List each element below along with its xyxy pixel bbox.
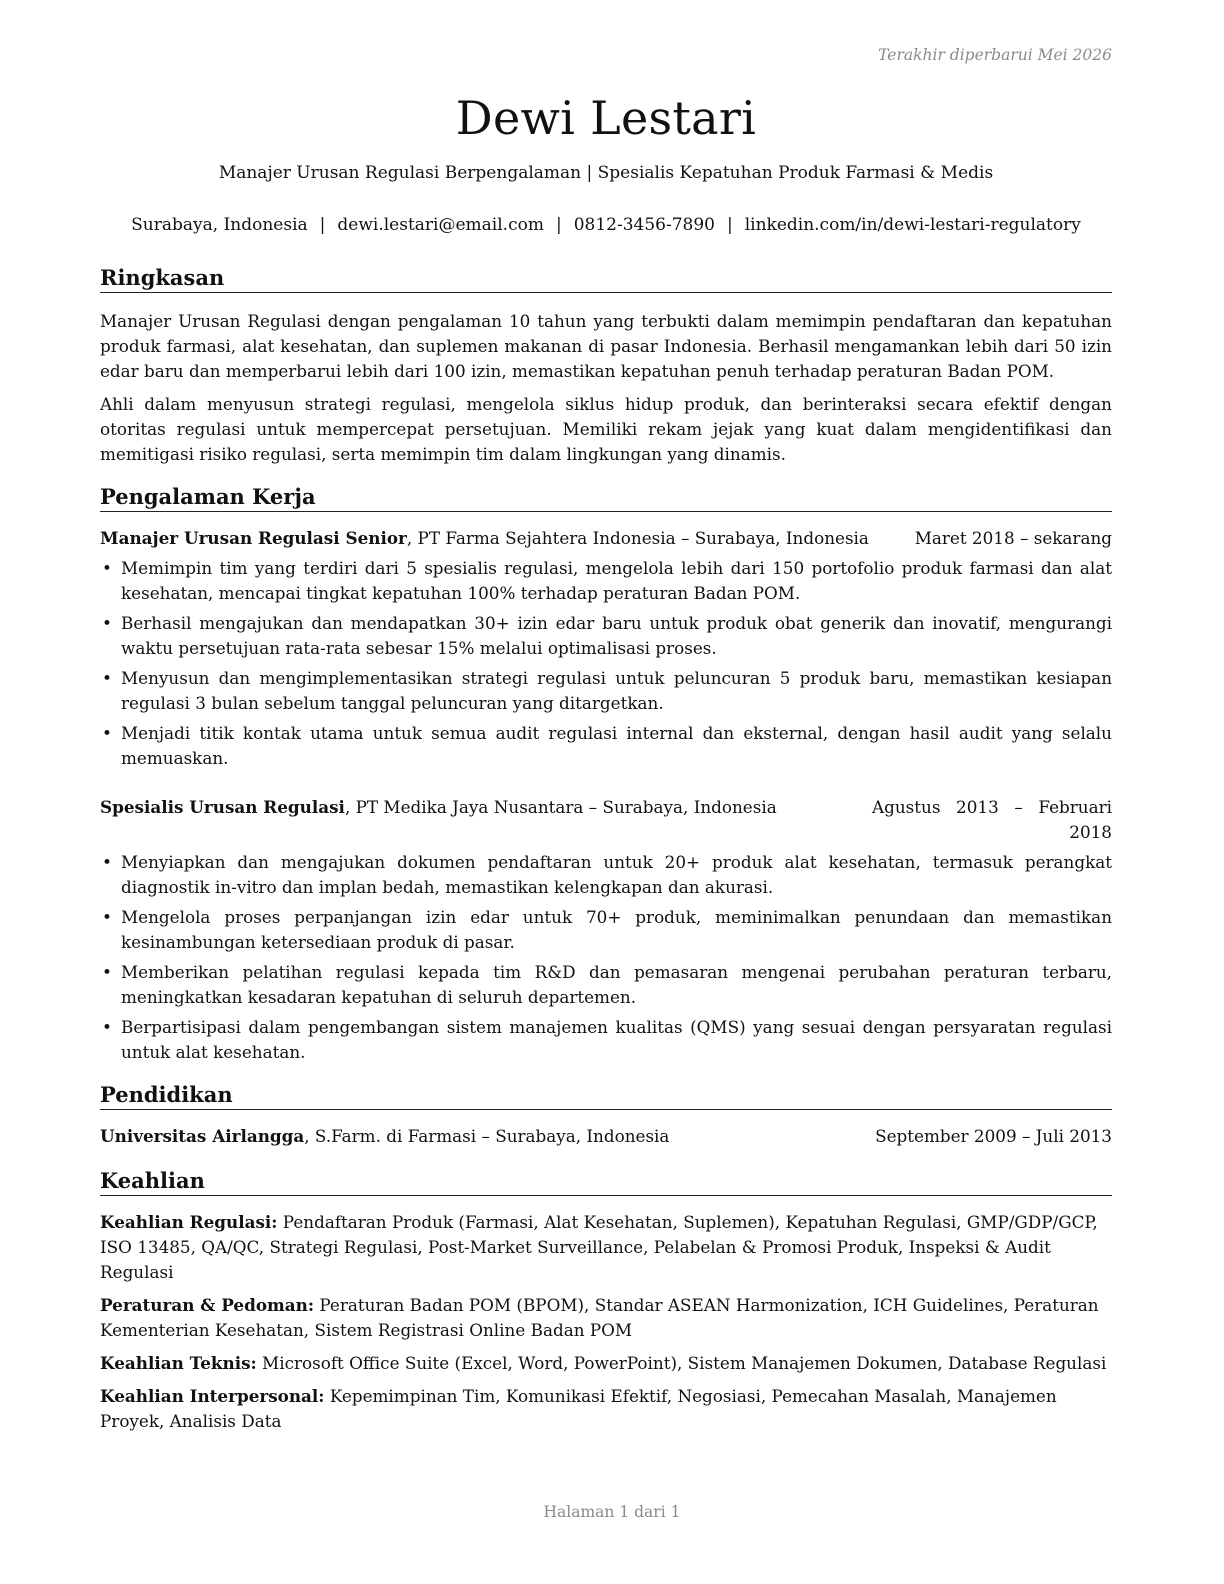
skill-label: Keahlian Interpersonal: — [100, 1386, 325, 1406]
job-company: , PT Farma Sejahtera Indonesia – Surabaya, Indonesia — [406, 528, 869, 548]
education-heading: Pendidikan — [100, 1081, 1112, 1110]
job-bullet-list — [100, 850, 1112, 1065]
job-bullet: • Mengelola proses perpanjangan izin edar untuk 70+ produk, meminimalkan penundaan dan memastikan kesinambungan ketersediaan produk di pasar. — [100, 905, 1112, 955]
professional-headline: Manajer Urusan Regulasi Berpengalaman | Spesialis Kepatuhan Produk Farmasi & Medis — [218, 163, 994, 183]
resume-page — [100, 40, 1112, 1434]
skill-label: Keahlian Teknis: — [100, 1353, 257, 1373]
job-company: , PT Medika Jaya Nusantara – Surabaya, Indonesia — [344, 797, 777, 817]
education-dates: September 2009 – Juli 2013 — [875, 1126, 1112, 1146]
contact-location: Surabaya, Indonesia — [131, 215, 308, 235]
education-entry — [100, 1124, 1112, 1149]
skill-row — [100, 1351, 1112, 1376]
last-updated-note: Terakhir diperbarui Mei 2026 — [878, 46, 1112, 64]
skills-heading: Keahlian — [100, 1167, 1112, 1196]
candidate-name: Dewi Lestari — [455, 91, 757, 145]
job-bullet: • Memimpin tim yang terdiri dari 5 spesialis regulasi, mengelola lebih dari 150 portofolio produk farmasi dan alat kesehatan, mencapai tingkat kepatuhan 100% terhadap peraturan Badan POM. — [100, 556, 1112, 606]
experience-section — [100, 483, 1112, 1065]
skill-row — [100, 1384, 1112, 1434]
education-title-line — [100, 1124, 669, 1149]
job-role: Manajer Urusan Regulasi Senior — [100, 528, 407, 548]
experience-heading: Pengalaman Kerja — [100, 483, 1112, 512]
job-bullet-list — [100, 556, 1112, 771]
job-header — [100, 526, 1112, 551]
contact-separator: | — [726, 215, 733, 235]
summary-paragraph: Ahli dalam menyusun strategi regulasi, mengelola siklus hidup produk, dan berinteraksi secara efektif dengan otoritas regulasi untuk mempercepat persetujuan. Memiliki rekam jejak yang kuat dalam mengidentifikasi dan memitigasi risiko regulasi, serta memimpin tim dalam lingkungan yang dinamis. — [100, 394, 1112, 464]
contact-line — [100, 212, 1112, 238]
skill-text: Pendaftaran Produk (Farmasi, Alat Kesehatan, Suplemen), Kepatuhan Regulasi, GMP/GDP/GCP, ISO 13485, QA/QC, Strategi Regulasi, Post-Market Surveillance, Pelabelan & Promosi Produk, Inspeksi & Audit Regulasi — [100, 1212, 1098, 1282]
summary-section — [100, 264, 1112, 467]
contact-phone: 0812-3456-7890 — [573, 215, 715, 235]
skill-text: Microsoft Office Suite (Excel, Word, PowerPoint), Sistem Manajemen Dokumen, Database Regulasi — [256, 1353, 1107, 1373]
job-bullet: • Menjadi titik kontak utama untuk semua audit regulasi internal dan eksternal, dengan hasil audit yang selalu memuaskan. — [100, 721, 1112, 771]
page-number-footer: Halaman 1 dari 1 — [543, 1503, 681, 1521]
skill-text: Kepemimpinan Tim, Komunikasi Efektif, Negosiasi, Pemecahan Masalah, Manajemen Proyek, Analisis Data — [100, 1386, 1057, 1431]
summary-heading: Ringkasan — [100, 264, 1112, 293]
summary-paragraph: Manajer Urusan Regulasi dengan pengalaman 10 tahun yang terbukti dalam memimpin pendaftaran dan kepatuhan produk farmasi, alat kesehatan, dan suplemen makanan di pasar Indonesia. Berhasil mengamankan lebih dari 50 izin edar baru dan memperbarui lebih dari 100 izin, memastikan kepatuhan penuh terhadap peraturan Badan POM. — [100, 311, 1112, 381]
skill-row — [100, 1210, 1112, 1285]
job-dates: Agustus 2013 – Februari 2018 — [872, 797, 1112, 842]
job-bullet: • Menyiapkan dan mengajukan dokumen pendaftaran untuk 20+ produk alat kesehatan, termasuk perangkat diagnostik in-vitro dan implan bedah, memastikan kelengkapan dan akurasi. — [100, 850, 1112, 900]
job-bullet: • Memberikan pelatihan regulasi kepada tim R&D dan pemasaran mengenai perubahan peraturan terbaru, meningkatkan kesadaran kepatuhan di seluruh departemen. — [100, 960, 1112, 1010]
contact-separator: | — [319, 215, 326, 235]
contact-email[interactable]: dewi.lestari@email.com — [337, 215, 544, 235]
education-degree: , S.Farm. di Farmasi – Surabaya, Indonesia — [304, 1126, 670, 1146]
job-header — [100, 795, 1112, 845]
contact-linkedin[interactable]: linkedin.com/in/dewi-lestari-regulatory — [744, 215, 1081, 235]
job-bullet: • Menyusun dan mengimplementasikan strategi regulasi untuk peluncuran 5 produk baru, memastikan kesiapan regulasi 3 bulan sebelum tanggal peluncuran yang ditargetkan. — [100, 666, 1112, 716]
job-bullet: • Berhasil mengajukan dan mendapatkan 30+ izin edar baru untuk produk obat generik dan inovatif, mengurangi waktu persetujuan rata-rata sebesar 15% melalui optimalisasi proses. — [100, 611, 1112, 661]
skill-row — [100, 1293, 1112, 1343]
education-section — [100, 1081, 1112, 1149]
contact-separator: | — [555, 215, 562, 235]
skill-label: Peraturan & Pedoman: — [100, 1295, 315, 1315]
job-bullet: • Berpartisipasi dalam pengembangan sistem manajemen kualitas (QMS) yang sesuai dengan persyaratan regulasi untuk alat kesehatan. — [100, 1015, 1112, 1065]
skills-section — [100, 1167, 1112, 1434]
skill-text: Peraturan Badan POM (BPOM), Standar ASEAN Harmonization, ICH Guidelines, Peraturan Kementerian Kesehatan, Sistem Registrasi Online Badan POM — [100, 1295, 1099, 1340]
job-title-line — [100, 795, 777, 845]
job-role: Spesialis Urusan Regulasi — [100, 797, 345, 817]
job-title-line — [100, 526, 869, 551]
skill-label: Keahlian Regulasi: — [100, 1212, 278, 1232]
job-dates: Maret 2018 – sekarang — [914, 528, 1112, 548]
education-school: Universitas Airlangga — [100, 1126, 305, 1146]
